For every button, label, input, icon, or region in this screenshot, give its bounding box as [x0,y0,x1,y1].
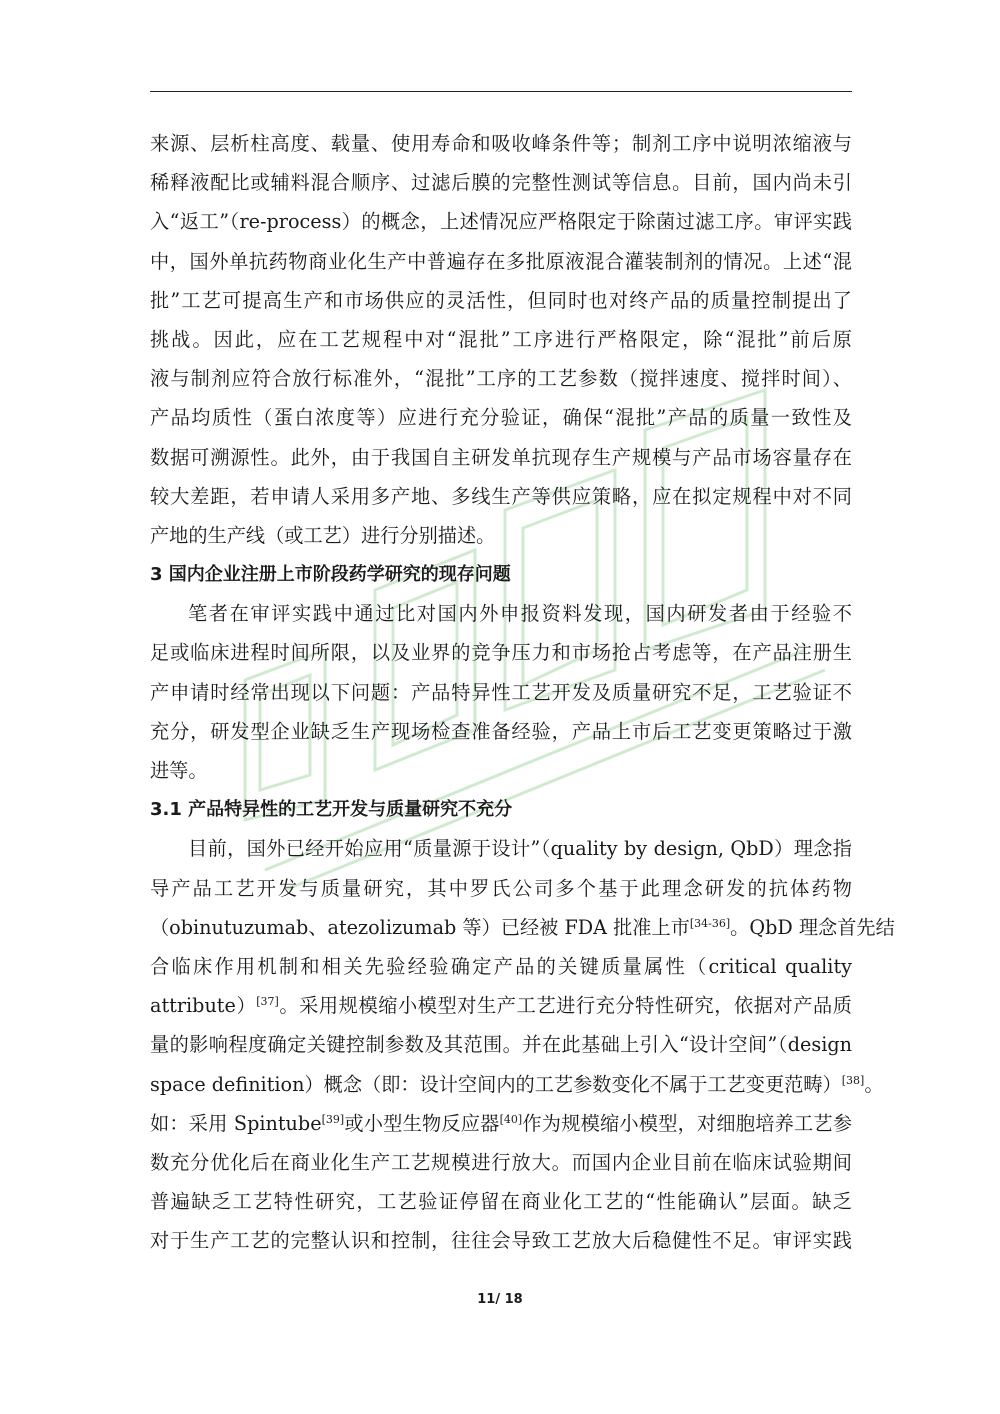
text-run: 或小型生物反应器 [344,1111,500,1135]
text-run: 。采用规模缩小模型对生产工艺进行充分特性研究，依据对产品质 [278,994,852,1018]
text-run: space definition）概念（即：设计空间内的工艺参数变化不属于工艺变更范畴） [150,1072,842,1096]
citation-ref: [38] [841,1073,865,1087]
citation-ref: [37] [256,995,279,1009]
paragraph-line: 中，国外单抗药物商业化生产中普遍存在多批原液混合灌装制剂的情况。上述“混 [150,249,852,273]
citation-ref: [34-36] [689,916,731,930]
text-run: 作为规模缩小模型，对细胞培养工艺参 [522,1111,853,1135]
paragraph-line: 入“返工”（re-process）的概念，上述情况应严格限定于除菌过滤工序。审评实践 [150,210,852,234]
section-heading-3: 3 国内企业注册上市阶段药学研究的现存问题 [150,564,511,586]
paragraph-line: 数据可溯源性。此外，由于我国自主研发单抗现存生产规模与产品市场容量存在 [150,445,852,469]
paragraph-line: 目前，国外已经开始应用“质量源于设计”（quality by design, QbD）理念指 [188,837,852,861]
paragraph-line: 挑战。因此，应在工艺规程中对“混批”工序进行严格限定，除“混批”前后原 [150,327,852,351]
paragraph-line: 对于生产工艺的完整认识和控制，往往会导致工艺放大后稳健性不足。审评实践 [150,1229,852,1253]
header-rule [150,91,852,92]
text-run: 。QbD 理念首先结 [730,915,895,939]
paragraph-line: 足或临床进程时间所限，以及业界的竞争压力和市场抢占考虑等，在产品注册生 [150,641,852,665]
paragraph-line: 批”工艺可提高生产和市场供应的灵活性，但同时也对终产品的质量控制提出了 [150,288,852,312]
paragraph-line: 产申请时经常出现以下问题：产品特异性工艺开发及质量研究不足，工艺验证不 [150,680,852,704]
paragraph-line [150,1104,852,1143]
paragraph-line: 进等。 [150,759,208,782]
text-run: attribute） [150,994,257,1018]
section-heading-3-1: 3.1 产品特异性的工艺开发与质量研究不充分 [150,799,513,821]
paragraph-line: 液与制剂应符合放行标准外，“混批”工序的工艺参数（搅拌速度、搅拌时间）、 [150,367,852,391]
paragraph-line: 产地的生产线（或工艺）进行分别描述。 [150,523,496,547]
page-number: 11/ 18 [477,1292,523,1307]
paragraph-line: 合临床作用机制和相关先验经验确定产品的关键质量属性（critical quality [150,954,852,978]
paragraph-line [150,908,895,947]
citation-ref: [40] [499,1112,523,1126]
paragraph-line: 充分，研发型企业缺乏生产现场检查准备经验，产品上市后工艺变更策略过于激 [150,719,852,743]
paragraph-line: 来源、层析柱高度、载量、使用寿命和吸收峰条件等；制剂工序中说明浓缩液与 [150,132,852,155]
paragraph-line: 导产品工艺开发与质量研究，其中罗氏公司多个基于此理念研发的抗体药物 [150,876,852,900]
paragraph-line: 量的影响程度确定关键控制参数及其范围。并在此基础上引入“设计空间”（design [150,1033,852,1057]
text-run: 如：采用 Spintube [150,1111,322,1135]
paragraph-line: 笔者在审评实践中通过比对国内外申报资料发现，国内研发者由于经验不 [188,602,852,626]
paragraph-line: 数充分优化后在商业化生产工艺规模进行放大。而国内企业目前在临床试验期间 [150,1150,852,1174]
paragraph-line: 稀释液配比或辅料混合顺序、过滤后膜的完整性测试等信息。目前，国内尚未引 [150,171,852,195]
paragraph-line [150,986,852,1025]
paragraph-line: 较大差距，若申请人采用多产地、多线生产等供应策略，应在拟定规程中对不同 [150,484,852,508]
paragraph-line [150,1065,884,1104]
citation-ref: [39] [321,1112,345,1126]
paragraph-line: 普遍缺乏工艺特性研究，工艺验证停留在商业化工艺的“性能确认”层面。缺乏 [150,1190,852,1214]
text-run: （obinutuzumab、atezolizumab 等）已经被 FDA 批准上市 [150,915,690,939]
text-run: 。 [864,1072,884,1096]
body-text [150,124,895,1260]
paragraph-line: 产品均质性（蛋白浓度等）应进行充分验证，确保“混批”产品的质量一致性及 [150,406,852,430]
